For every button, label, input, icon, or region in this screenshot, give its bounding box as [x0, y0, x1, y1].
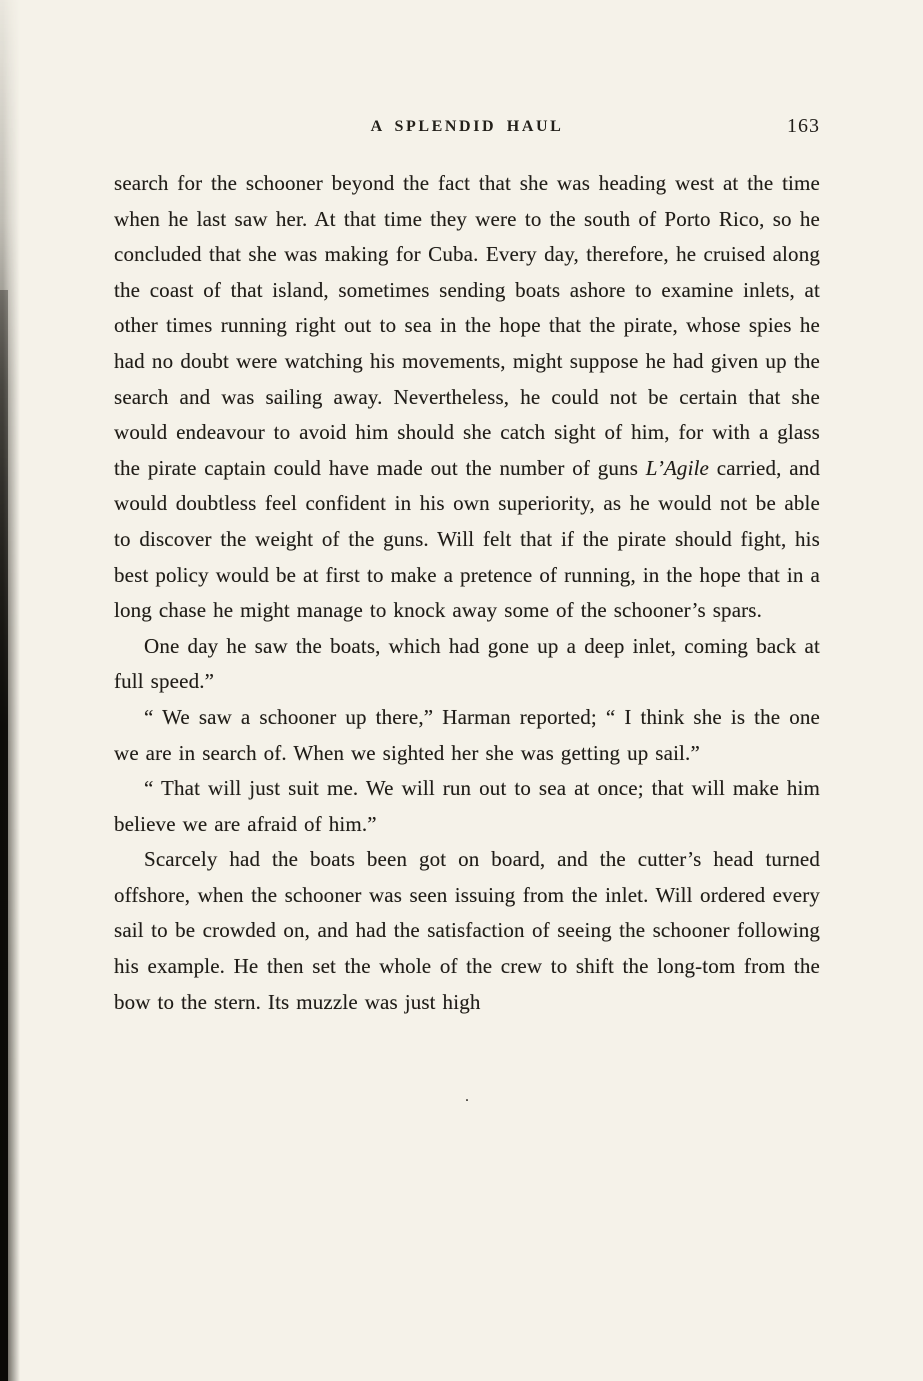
italic-text-run: L’Agile [645, 455, 710, 480]
text-run: One day he saw the boats, which had gone up a deep inlet, coming back at full speed.” [114, 633, 820, 694]
paragraph [114, 629, 820, 700]
running-title: A SPLENDID HAUL [370, 118, 564, 135]
text-run: “ We saw a schooner up there,” Harman reported; “ I think she is the one we are in search of. When we sighted her she was getting up sail.” [114, 704, 820, 765]
paragraph [114, 842, 820, 1020]
text-run: search for the schooner beyond the fact that she was heading west at the time when he last saw her. At that time they were to the south of Porto Rico, so he concluded that she was making for Cuba. Every day, therefore, he cruised along the coast of that island, sometimes sending boats ashore to examine inlets, at other times running right out to sea in the hope that the pirate, whose spies he had no doubt were watching his movements, might suppose he had given up the search and was sailing away. Nevertheless, he could not be certain that she would endeavour to avoid him should she catch sight of him, for with a glass the pirate captain could have made out the number of guns [114, 171, 820, 480]
text-run: carried, and would doubtless feel confident in his own superiority, as he would not be able to discover the weight of the guns. Will felt that if the pirate should fight, his best policy would be at first to make a pretence of running, in the hope that in a long chase he might manage to knock away some of the schooner’s spars. [114, 455, 820, 623]
paragraph [114, 771, 820, 842]
page-content [114, 115, 820, 1106]
paragraph [114, 700, 820, 771]
page-number: 163 [787, 115, 820, 137]
page-header [114, 115, 820, 152]
footer-mark: . [465, 1088, 469, 1106]
binding-shadow-core [0, 290, 8, 1381]
paragraph [114, 166, 820, 629]
text-run: Scarcely had the boats been got on board, and the cutter’s head turned offshore, when the schooner was seen issuing from the inlet. Will ordered every sail to be crowded on, and had the satisfaction of seeing the schooner following his example. He then set the whole of the crew to shift the long-tom from the bow to the stern. Its muzzle was just high [114, 847, 820, 1014]
text-run: “ That will just suit me. We will run out to sea at once; that will make him believe we are afraid of him.” [114, 776, 820, 836]
page-body [114, 166, 820, 1020]
